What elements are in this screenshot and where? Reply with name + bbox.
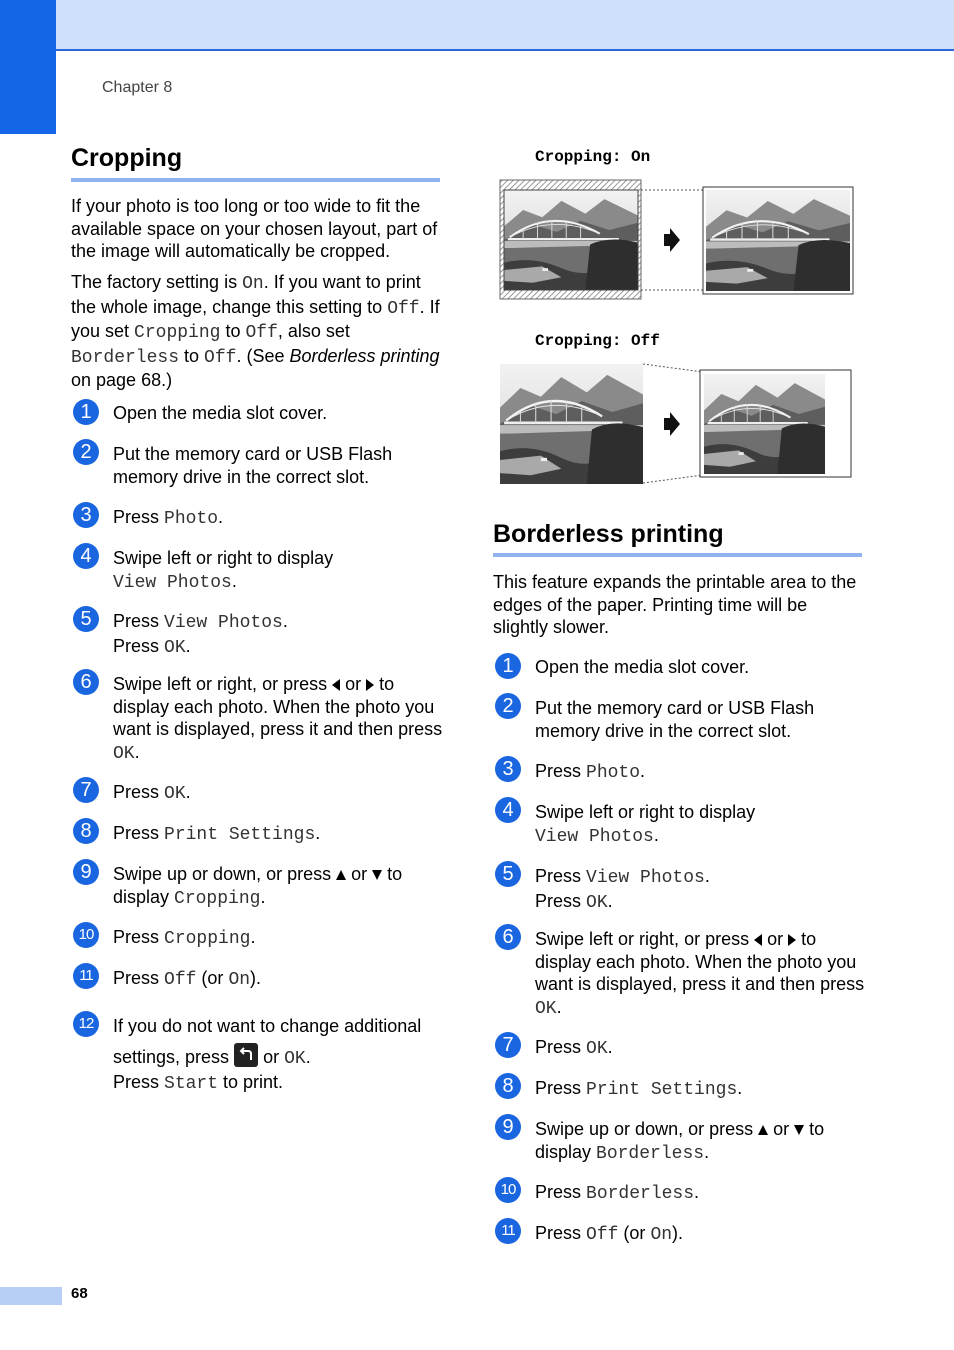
step-number: 10	[73, 922, 99, 948]
step-number: 6	[73, 669, 99, 695]
up-arrow-icon	[336, 870, 346, 880]
cropping-factory-paragraph: The factory setting is On. If you want to print the whole image, change this setting to Off. If you set Cropping to Off, also set Borderless to Off. (See Borderless printing on page 68.)	[71, 272, 440, 390]
cropping-title: Cropping	[71, 144, 183, 172]
step-number: 3	[495, 756, 521, 782]
step-number: 2	[73, 439, 99, 465]
step-text: Press OK.	[113, 782, 191, 804]
step-number: 3	[73, 502, 99, 528]
step-text: Press Cropping.	[113, 927, 256, 949]
left-arrow-icon	[754, 934, 762, 946]
cropping-on-illustration	[498, 178, 858, 303]
step-number: 11	[73, 963, 99, 989]
step-number: 7	[495, 1032, 521, 1058]
footer-band	[0, 1287, 62, 1305]
cropping-off-illustration	[498, 362, 858, 487]
step-number: 7	[73, 777, 99, 803]
step-text: If you do not want to change additional	[113, 1016, 422, 1036]
step-text: Swipe left or right to display View Photos.	[113, 548, 334, 593]
left-arrow-icon	[332, 679, 340, 691]
step-text: Press Photo.	[113, 507, 224, 529]
step-text: Swipe left or right to display View Photos.	[535, 802, 756, 847]
step-text: Press OK.	[535, 1037, 613, 1059]
step-text: Swipe up or down, or press or to display Borderless.	[535, 1119, 825, 1164]
step-text: Press Print Settings.	[535, 1078, 743, 1100]
step-number: 4	[73, 543, 99, 569]
step-text: Swipe up or down, or press or to display Cropping.	[113, 864, 403, 909]
chapter-label: Chapter 8	[102, 79, 173, 96]
cropping-title-rule	[71, 178, 440, 182]
step-text: settings, press or OK. Press Start to print.	[113, 1046, 311, 1095]
up-arrow-icon	[758, 1125, 768, 1135]
step-number: 9	[73, 859, 99, 885]
figure-caption-cropping-on: Cropping: On	[535, 148, 651, 166]
step-number: 6	[495, 924, 521, 950]
step-text: Put the memory card or USB Flash memory drive in the correct slot.	[113, 444, 393, 487]
step-number: 8	[73, 818, 99, 844]
step-text: Press View Photos. Press OK.	[113, 611, 288, 658]
back-icon	[234, 1043, 258, 1067]
step-text: Press Print Settings.	[113, 823, 321, 845]
step-number: 9	[495, 1114, 521, 1140]
step-text: Press View Photos. Press OK.	[535, 866, 710, 913]
down-arrow-icon	[794, 1125, 804, 1135]
step-text: Press Photo.	[535, 761, 646, 783]
step-number: 12	[73, 1011, 99, 1037]
step-text: Put the memory card or USB Flash memory drive in the correct slot.	[535, 698, 815, 741]
step-text: Swipe left or right, or press or to display each photo. When the photo you want is displayed, press it and then press OK.	[535, 929, 865, 1019]
right-arrow-icon	[788, 934, 796, 946]
step-text: Press Borderless.	[535, 1182, 700, 1204]
right-arrow-icon	[366, 679, 374, 691]
step-number: 8	[495, 1073, 521, 1099]
borderless-title-rule	[493, 553, 862, 557]
down-arrow-icon	[372, 870, 382, 880]
header-band	[0, 0, 954, 51]
step-number: 5	[495, 861, 521, 887]
step-text: Press Off (or On).	[113, 968, 262, 990]
step-number: 4	[495, 797, 521, 823]
cropping-intro: If your photo is too long or too wide to fit the available space on your chosen layout, part of the image will automatically be cropped.	[71, 196, 438, 261]
figure-caption-cropping-off: Cropping: Off	[535, 332, 660, 350]
step-text: Open the media slot cover.	[535, 657, 750, 677]
step-text: Open the media slot cover.	[113, 403, 328, 423]
borderless-intro: This feature expands the printable area to the edges of the paper. Printing time will be slightly slower.	[493, 572, 857, 637]
step-number: 11	[495, 1218, 521, 1244]
step-number: 2	[495, 693, 521, 719]
step-text: Swipe left or right, or press or to display each photo. When the photo you want is displayed, press it and then press OK.	[113, 674, 443, 764]
step-number: 10	[495, 1177, 521, 1203]
step-number: 1	[495, 653, 521, 679]
step-text: Press Off (or On).	[535, 1223, 684, 1245]
page-number: 68	[71, 1285, 88, 1302]
chapter-tab	[0, 0, 56, 134]
step-number: 1	[73, 399, 99, 425]
step-number: 5	[73, 606, 99, 632]
borderless-title: Borderless printing	[493, 520, 724, 548]
